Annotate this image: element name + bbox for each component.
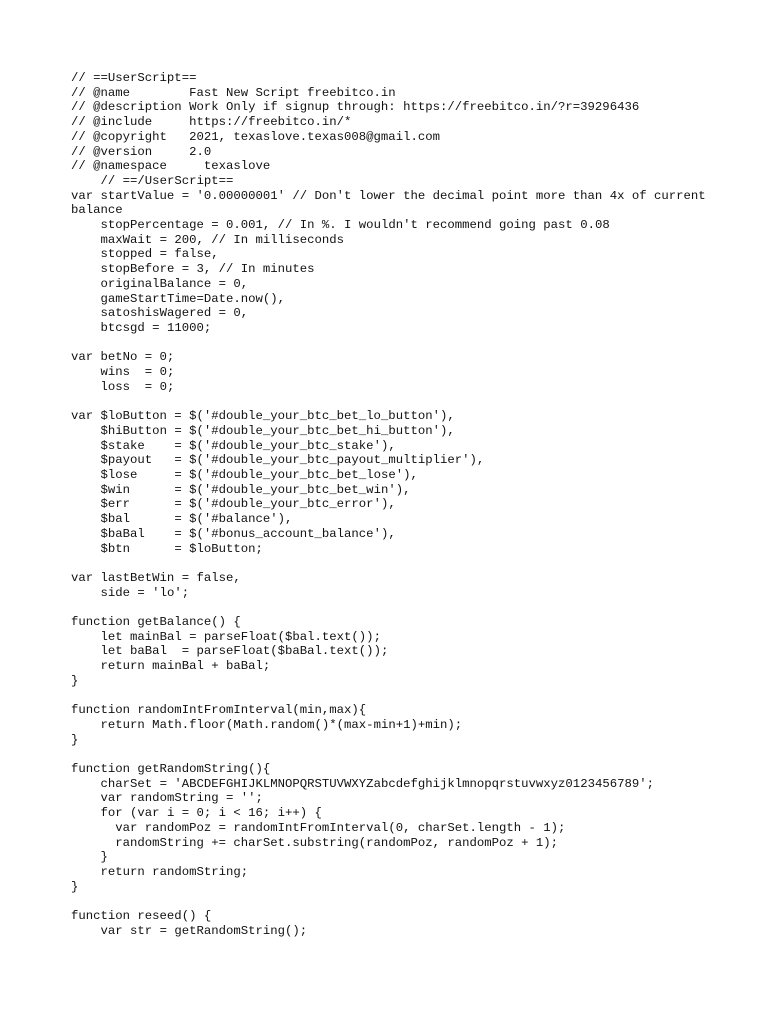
code-line: }: [71, 850, 108, 865]
code-line: function randomIntFromInterval(min,max){: [71, 703, 367, 718]
code-line: [71, 336, 711, 351]
code-line: return mainBal + baBal;: [71, 659, 271, 674]
code-line: function getRandomString(){: [71, 762, 271, 777]
code-line: // ==/UserScript==: [71, 173, 234, 188]
code-line: [71, 894, 711, 909]
code-line: // ==UserScript==: [71, 71, 197, 85]
code-line: btcsgd = 11000;: [71, 320, 212, 335]
code-line: charSet = 'ABCDEFGHIJKLMNOPQRSTUVWXYZabcdefghijklmnopqrstuvwxyz0123456789';: [71, 776, 654, 791]
code-line: stopBefore = 3, // In minutes: [71, 262, 315, 277]
code-line: $btn = $loButton;: [71, 541, 263, 556]
code-line: // @version 2.0: [71, 144, 212, 159]
code-line: $lose = $('#double_your_btc_bet_lose'),: [71, 467, 418, 482]
code-line: return randomString;: [71, 864, 249, 879]
code-line: var str = getRandomString();: [71, 923, 308, 938]
code-line: $hiButton = $('#double_your_btc_bet_hi_button'),: [71, 423, 455, 438]
code-line: [71, 556, 711, 571]
code-line: loss = 0;: [71, 379, 175, 394]
code-line: var startValue = '0.00000001' // Don't lower the decimal point more than 4x of current balance: [71, 188, 714, 218]
code-line: [71, 394, 711, 409]
code-line: var betNo = 0;: [71, 350, 175, 365]
code-line: var randomString = '';: [71, 791, 263, 806]
code-line: }: [71, 673, 79, 688]
code-line: wins = 0;: [71, 365, 175, 380]
code-line: return Math.floor(Math.random()*(max-min+1)+min);: [71, 717, 463, 732]
code-line: $win = $('#double_your_btc_bet_win'),: [71, 482, 411, 497]
userscript-code-block: [71, 71, 714, 938]
code-line: side = 'lo';: [71, 585, 190, 600]
code-line: maxWait = 200, // In milliseconds: [71, 232, 345, 247]
code-line: randomString += charSet.substring(randomPoz, randomPoz + 1);: [71, 835, 559, 850]
code-line: satoshisWagered = 0,: [71, 306, 249, 321]
code-line: originalBalance = 0,: [71, 276, 249, 291]
code-line: function reseed() {: [71, 909, 212, 924]
code-line: [71, 600, 711, 615]
code-line: // @include https://freebitco.in/*: [71, 115, 352, 130]
code-line: stopPercentage = 0.001, // In %. I wouldn't recommend going past 0.08: [71, 218, 610, 233]
code-line: $payout = $('#double_your_btc_payout_multiplier'),: [71, 453, 485, 468]
code-line: // @description Work Only if signup through: https://freebitco.in/?r=39296436: [71, 100, 640, 115]
code-line: // @name Fast New Script freebitco.in: [71, 85, 396, 100]
code-line: $bal = $('#balance'),: [71, 512, 293, 527]
code-line: var $loButton = $('#double_your_btc_bet_lo_button'),: [71, 409, 455, 424]
code-line: $baBal = $('#bonus_account_balance'),: [71, 526, 396, 541]
code-line: }: [71, 879, 79, 894]
code-line: for (var i = 0; i < 16; i++) {: [71, 806, 322, 821]
code-line: // @copyright 2021, texaslove.texas008@gmail.com: [71, 129, 440, 144]
code-line: var randomPoz = randomIntFromInterval(0, charSet.length - 1);: [71, 820, 566, 835]
code-line: var lastBetWin = false,: [71, 570, 241, 585]
code-line: [71, 747, 711, 762]
code-line: }: [71, 732, 79, 747]
code-line: // @namespace texaslove: [71, 159, 271, 174]
code-line: let baBal = parseFloat($baBal.text());: [71, 644, 389, 659]
code-line: stopped = false,: [71, 247, 219, 262]
code-line: let mainBal = parseFloat($bal.text());: [71, 629, 381, 644]
code-line: $stake = $('#double_your_btc_stake'),: [71, 438, 396, 453]
code-line: [71, 689, 711, 704]
code-line: gameStartTime=Date.now(),: [71, 291, 286, 306]
code-line: function getBalance() {: [71, 615, 241, 630]
code-line: $err = $('#double_your_btc_error'),: [71, 497, 396, 512]
